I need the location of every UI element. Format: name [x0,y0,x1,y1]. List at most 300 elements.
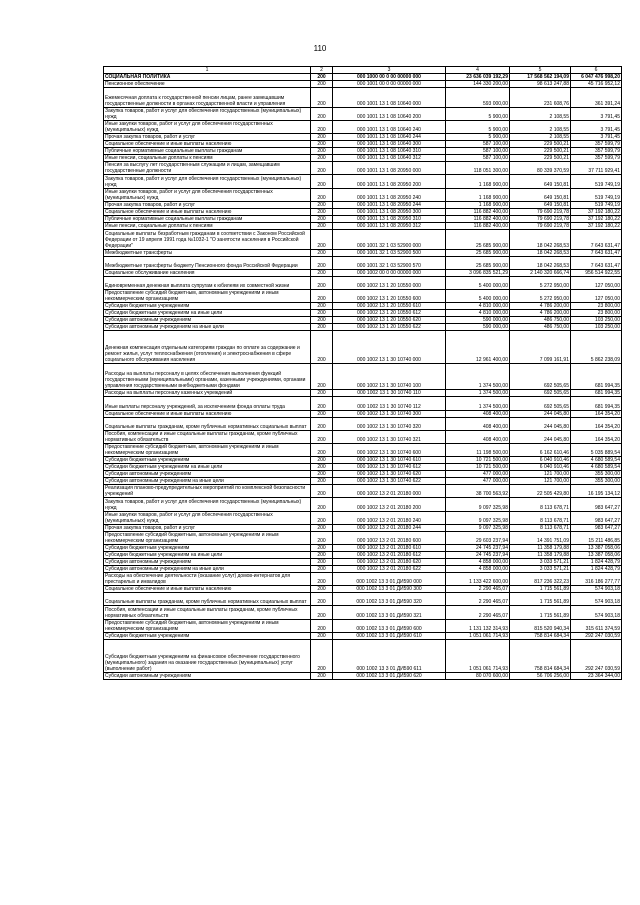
row-approved-cell: 25 685 900,00 [446,256,510,269]
row-approved-cell: 4 810 000,00 [446,310,510,317]
row-line-code-cell: 200 [311,148,333,155]
row-name-cell: Субсидии автономным учреждениям на иные цели [104,478,311,485]
row-remaining-cell: 103 250,00 [571,317,622,324]
row-line-code-cell: 200 [311,586,333,593]
row-approved-cell: 9 097 325,98 [446,511,510,524]
row-budget-code-cell: 000 1001 13 1 08 20950 312 [333,222,446,229]
row-approved-cell: 593 000,00 [446,88,510,108]
row-executed-cell: 244 045,80 [510,410,571,417]
row-name-cell: Денежная компенсация отдельным категориям граждан по оплате за содержание и ремонт жилья, услуг теплоснабжения (отопления) и электроснабжения в сфере социального обслуживания населения [104,331,311,364]
row-executed-cell: 1 715 561,89 [510,593,571,606]
row-budget-code-cell: 000 1001 32 1 03 52900 000 [333,229,446,249]
row-budget-code-cell: 000 1002 13 3 01 ДИ590 300 [333,586,446,593]
row-remaining-cell: 315 611 374,59 [571,619,622,632]
row-budget-code-cell: 000 1002 13 1 20 10550 612 [333,310,446,317]
row-line-code-cell: 200 [311,162,333,175]
row-approved-cell: 1 374 500,00 [446,390,510,397]
row-remaining-cell: 5 862 238,09 [571,331,622,364]
row-remaining-cell: 4 680 589,54 [571,457,622,464]
row-budget-code-cell: 000 1002 13 1 30 10740 300 [333,410,446,417]
row-executed-cell: 121 700,00 [510,471,571,478]
row-executed-cell: 649 150,81 [510,201,571,208]
row-budget-code-cell: 000 1002 13 1 20 10550 622 [333,324,446,331]
row-line-code-cell: 200 [311,364,333,390]
table-row [104,188,622,201]
row-budget-code-cell: 000 1002 13 2 01 20180 612 [333,551,446,558]
row-budget-code-cell: 000 1001 13 1 08 20950 300 [333,208,446,215]
row-name-cell: Субсидии автономным учреждениям [104,558,311,565]
row-executed-cell: 692 505,65 [510,364,571,390]
table-row [104,269,622,276]
row-line-code-cell: 200 [311,672,333,679]
table-row [104,222,622,229]
row-approved-cell: 24 745 237,94 [446,544,510,551]
row-name-cell: Ежемесячная доплата к государственной пенсии лицам, ранее замещавшим государственные должности в органах государственной власти и управления [104,88,311,108]
row-executed-cell: 649 150,81 [510,175,571,188]
row-remaining-cell: 6 047 476 998,20 [571,74,622,81]
row-line-code-cell: 200 [311,175,333,188]
row-remaining-cell: 7 643 631,47 [571,256,622,269]
row-executed-cell: 4 786 200,00 [510,303,571,310]
row-executed-cell: 7 099 161,91 [510,331,571,364]
row-remaining-cell: 3 791,45 [571,134,622,141]
row-line-code-cell: 200 [311,317,333,324]
row-line-code-cell: 200 [311,619,333,632]
row-remaining-cell: 681 994,35 [571,390,622,397]
row-budget-code-cell: 000 1002 13 1 30 10740 320 [333,417,446,430]
table-row [104,215,622,222]
row-approved-cell: 5 400 000,00 [446,276,510,289]
row-line-code-cell: 200 [311,457,333,464]
row-executed-cell: 22 505 429,80 [510,485,571,498]
row-budget-code-cell: 000 1001 13 1 08 20950 240 [333,188,446,201]
budget-execution-table [103,66,622,680]
row-line-code-cell: 200 [311,430,333,443]
row-line-code-cell: 200 [311,188,333,201]
row-executed-cell: 8 113 678,71 [510,524,571,531]
table-row [104,364,622,390]
row-budget-code-cell: 000 1000 00 0 00 00000 000 [333,74,446,81]
row-executed-cell: 6 040 910,46 [510,464,571,471]
row-approved-cell: 9 097 325,98 [446,524,510,531]
row-budget-code-cell: 000 1001 13 1 08 10640 200 [333,107,446,120]
table-row [104,478,622,485]
row-name-cell: Субсидии бюджетным учреждениям [104,632,311,639]
table-row [104,511,622,524]
row-budget-code-cell: 000 1002 00 0 00 00000 000 [333,269,446,276]
column-header: 5 [510,67,571,74]
column-header: 1 [104,67,311,74]
table-row [104,317,622,324]
table-row [104,276,622,289]
row-line-code-cell: 200 [311,531,333,544]
row-executed-cell: 121 700,00 [510,478,571,485]
row-name-cell: Прочая закупка товаров, работ и услуг [104,201,311,208]
row-approved-cell: 10 721 500,00 [446,464,510,471]
row-line-code-cell: 200 [311,558,333,565]
table-row [104,390,622,397]
row-approved-cell: 2 290 465,07 [446,586,510,593]
row-executed-cell: 244 045,80 [510,417,571,430]
row-remaining-cell: 1 824 428,79 [571,565,622,572]
row-name-cell: Закупка товаров, работ и услуг для обеспечения государственных (муниципальных) нужд [104,498,311,511]
row-executed-cell: 1 715 561,89 [510,606,571,619]
row-name-cell: Пенсионное обеспечение [104,81,311,88]
row-remaining-cell: 4 680 589,54 [571,464,622,471]
row-name-cell: Социальное обеспечение и иные выплаты населению [104,410,311,417]
row-line-code-cell: 200 [311,331,333,364]
row-budget-code-cell: 000 1002 13 2 01 20180 600 [333,531,446,544]
row-remaining-cell: 574 903,18 [571,593,622,606]
table-row [104,148,622,155]
row-remaining-cell: 956 514 922,55 [571,269,622,276]
row-approved-cell: 5 900,00 [446,120,510,133]
row-budget-code-cell: 000 1002 13 3 01 ДИ590 620 [333,672,446,679]
row-approved-cell: 144 330 200,00 [446,81,510,88]
column-header: 4 [446,67,510,74]
row-line-code-cell: 200 [311,269,333,276]
row-line-code-cell: 200 [311,134,333,141]
row-name-cell: Иные закупки товаров, работ и услуг для обеспечения государственных (муниципальных) нужд [104,511,311,524]
row-name-cell: Единовременная денежная выплата супругам к юбилеям их совместной жизни [104,276,311,289]
row-approved-cell: 587 100,00 [446,148,510,155]
table-row [104,120,622,133]
row-budget-code-cell: 000 1001 13 1 08 10640 244 [333,134,446,141]
row-name-cell: Закупка товаров, работ и услуг для обеспечения государственных (муниципальных) нужд [104,175,311,188]
row-executed-cell: 98 613 247,88 [510,81,571,88]
row-name-cell: Субсидии бюджетным учреждениям на иные цели [104,551,311,558]
row-line-code-cell: 200 [311,639,333,672]
row-budget-code-cell: 000 1002 13 1 30 10740 600 [333,444,446,457]
row-executed-cell: 1 715 561,89 [510,586,571,593]
row-approved-cell: 1 131 132 314,93 [446,619,510,632]
row-budget-code-cell: 000 1001 13 1 08 20950 200 [333,175,446,188]
row-executed-cell: 4 786 200,00 [510,310,571,317]
table-row [104,175,622,188]
row-line-code-cell: 200 [311,81,333,88]
row-line-code-cell: 200 [311,551,333,558]
row-budget-code-cell: 000 1002 13 1 30 10740 612 [333,464,446,471]
row-executed-cell: 229 500,21 [510,155,571,162]
row-executed-cell: 817 236 322,23 [510,572,571,585]
table-row [104,331,622,364]
row-remaining-cell: 316 186 277,77 [571,572,622,585]
row-budget-code-cell: 000 1001 13 1 08 20950 000 [333,162,446,175]
row-executed-cell: 5 272 950,00 [510,289,571,302]
row-executed-cell: 8 113 678,71 [510,498,571,511]
row-budget-code-cell: 000 1002 13 1 30 10740 110 [333,390,446,397]
row-line-code-cell: 200 [311,249,333,256]
row-name-cell: Иные выплаты персоналу учреждений, за исключением фонда оплаты труда [104,397,311,410]
table-row [104,201,622,208]
table-row [104,155,622,162]
row-approved-cell: 408 400,00 [446,430,510,443]
row-executed-cell: 11 358 179,88 [510,551,571,558]
column-header: 2 [311,67,333,74]
row-line-code-cell: 200 [311,120,333,133]
row-budget-code-cell: 000 1002 13 3 01 ДИ590 610 [333,632,446,639]
row-executed-cell: 3 033 571,21 [510,565,571,572]
row-executed-cell: 8 113 678,71 [510,511,571,524]
row-executed-cell: 692 505,65 [510,397,571,410]
row-line-code-cell: 200 [311,478,333,485]
row-line-code-cell: 200 [311,215,333,222]
table-row [104,88,622,108]
row-line-code-cell: 200 [311,229,333,249]
row-name-cell: Пенсия за выслугу лет государственным служащим и лицам, замещавшим государственные должности [104,162,311,175]
row-remaining-cell: 292 247 030,59 [571,639,622,672]
row-line-code-cell: 200 [311,417,333,430]
row-executed-cell: 649 150,81 [510,188,571,201]
row-budget-code-cell: 000 1002 13 2 01 20180 622 [333,565,446,572]
row-budget-code-cell: 000 1001 13 1 08 20950 310 [333,215,446,222]
row-approved-cell: 12 961 400,00 [446,331,510,364]
row-name-cell: Иные закупки товаров, работ и услуг для обеспечения государственных (муниципальных) нужд [104,188,311,201]
row-executed-cell: 692 505,65 [510,390,571,397]
table-row [104,593,622,606]
row-remaining-cell: 355 300,00 [571,478,622,485]
table-row [104,397,622,410]
row-budget-code-cell: 000 1002 13 2 01 20180 620 [333,558,446,565]
row-executed-cell: 244 045,80 [510,430,571,443]
row-line-code-cell: 200 [311,464,333,471]
row-remaining-cell: 983 647,27 [571,511,622,524]
row-line-code-cell: 200 [311,593,333,606]
row-executed-cell: 18 042 268,53 [510,229,571,249]
row-name-cell: Пособия, компенсации и иные социальные выплаты гражданам, кроме публичных нормативных обязательств [104,430,311,443]
row-approved-cell: 4 810 000,00 [446,303,510,310]
row-line-code-cell: 200 [311,524,333,531]
row-line-code-cell: 200 [311,390,333,397]
table-row [104,229,622,249]
row-approved-cell: 2 290 465,07 [446,606,510,619]
table-row [104,134,622,141]
row-name-cell: Реализация планово-предупредительных мероприятий по комплексной безопасности учреждений [104,485,311,498]
row-remaining-cell: 3 791,45 [571,107,622,120]
row-line-code-cell: 200 [311,88,333,108]
row-approved-cell: 1 168 900,00 [446,201,510,208]
row-remaining-cell: 983 647,27 [571,498,622,511]
row-budget-code-cell: 000 1001 32 1 03 52900 570 [333,256,446,269]
row-executed-cell: 2 108,55 [510,107,571,120]
table-row [104,565,622,572]
row-approved-cell: 116 882 400,00 [446,215,510,222]
row-approved-cell: 1 051 061 714,93 [446,639,510,672]
row-budget-code-cell: 000 1002 13 2 01 20180 000 [333,485,446,498]
row-remaining-cell: 7 643 631,47 [571,229,622,249]
table-row [104,256,622,269]
row-line-code-cell: 200 [311,565,333,572]
row-name-cell: Иные закупки товаров, работ и услуг для обеспечения государственных (муниципальных) нужд [104,120,311,133]
row-budget-code-cell: 000 1002 13 1 30 10740 620 [333,471,446,478]
row-name-cell: Субсидии автономным учреждениям на иные цели [104,565,311,572]
row-remaining-cell: 357 599,79 [571,155,622,162]
row-name-cell: Прочая закупка товаров, работ и услуг [104,524,311,531]
row-line-code-cell: 200 [311,141,333,148]
row-name-cell: Социальное обеспечение и иные выплаты населению [104,586,311,593]
row-remaining-cell: 574 903,18 [571,606,622,619]
row-name-cell: Расходы на выплаты персоналу казенных учреждений [104,390,311,397]
row-budget-code-cell: 000 1002 13 1 20 10550 610 [333,303,446,310]
row-approved-cell: 116 882 400,00 [446,208,510,215]
row-budget-code-cell: 000 1001 13 1 08 10640 300 [333,141,446,148]
row-line-code-cell: 200 [311,201,333,208]
row-name-cell: Субсидии бюджетным учреждениям [104,303,311,310]
row-budget-code-cell: 000 1002 13 3 01 ДИ590 000 [333,572,446,585]
row-budget-code-cell: 000 1002 13 3 01 ДИ590 320 [333,593,446,606]
row-approved-cell: 9 097 325,98 [446,498,510,511]
row-name-cell: Социальные выплаты безработным гражданам в соответствии с Законом Российской Федерации от 19 апреля 1991 года №1032-1 "О занятости населения в Российской Федерации" [104,229,311,249]
table-row [104,498,622,511]
table-row [104,141,622,148]
row-budget-code-cell: 000 1002 13 1 30 10740 610 [333,457,446,464]
row-remaining-cell: 983 647,27 [571,524,622,531]
row-name-cell: Социальное обслуживание населения [104,269,311,276]
row-executed-cell: 17 568 562 194,09 [510,74,571,81]
row-approved-cell: 408 400,00 [446,410,510,417]
row-executed-cell: 758 814 684,34 [510,639,571,672]
row-executed-cell: 5 272 950,00 [510,276,571,289]
row-name-cell: Субсидии автономным учреждениям на иные цели [104,324,311,331]
row-remaining-cell: 5 035 889,54 [571,444,622,457]
row-name-cell: Социальное обеспечение и иные выплаты населению [104,141,311,148]
row-approved-cell: 590 000,00 [446,324,510,331]
row-remaining-cell: 519 749,19 [571,188,622,201]
row-remaining-cell: 13 387 058,06 [571,544,622,551]
table-row [104,74,622,81]
row-name-cell: Закупка товаров, работ и услуг для обеспечения государственных (муниципальных) нужд [104,107,311,120]
row-budget-code-cell: 000 1002 13 1 20 10550 000 [333,276,446,289]
row-remaining-cell: 16 195 134,12 [571,485,622,498]
row-executed-cell: 815 520 940,34 [510,619,571,632]
row-name-cell: Предоставление субсидий бюджетным, автономным учреждениям и иным некоммерческим организациям [104,619,311,632]
row-executed-cell: 6 040 910,46 [510,457,571,464]
row-budget-code-cell: 000 1002 13 1 30 10740 000 [333,331,446,364]
row-budget-code-cell: 000 1001 13 1 08 20950 244 [333,201,446,208]
table-row [104,531,622,544]
table-row [104,572,622,585]
row-remaining-cell: 681 994,35 [571,364,622,390]
table-row [104,619,622,632]
row-approved-cell: 80 070 600,00 [446,672,510,679]
row-line-code-cell: 200 [311,444,333,457]
row-remaining-cell: 45 716 952,12 [571,81,622,88]
row-line-code-cell: 200 [311,222,333,229]
row-executed-cell: 56 706 256,00 [510,672,571,679]
row-budget-code-cell: 000 1002 13 1 30 10740 321 [333,430,446,443]
row-remaining-cell: 37 711 929,41 [571,162,622,175]
row-name-cell: Субсидии бюджетным учреждениям [104,544,311,551]
table-row [104,524,622,531]
row-name-cell: Предоставление субсидий бюджетным, автономным учреждениям и иным некоммерческим организациям [104,444,311,457]
row-executed-cell: 758 814 684,34 [510,632,571,639]
row-approved-cell: 5 400 000,00 [446,289,510,302]
row-approved-cell: 587 100,00 [446,155,510,162]
row-budget-code-cell: 000 1001 13 1 08 10640 312 [333,155,446,162]
row-remaining-cell: 164 354,20 [571,417,622,430]
row-line-code-cell: 200 [311,471,333,478]
row-budget-code-cell: 000 1002 13 2 01 20180 610 [333,544,446,551]
row-name-cell: Пособия, компенсации и иные социальные выплаты гражданам, кроме публичных нормативных обязательств [104,606,311,619]
row-name-cell: СОЦИАЛЬНАЯ ПОЛИТИКА [104,74,311,81]
row-line-code-cell: 200 [311,324,333,331]
row-budget-code-cell: 000 1002 13 1 30 10740 112 [333,397,446,410]
row-budget-code-cell: 000 1001 00 0 00 00000 000 [333,81,446,88]
page-number: 110 [313,44,327,53]
table-row [104,410,622,417]
row-name-cell: Субсидии бюджетным учреждениям на иные цели [104,310,311,317]
row-name-cell: Субсидии бюджетным учреждениям на финансовое обеспечение государственного (муниципального) задания на оказание государственных (муниципальных) услуг (выполнение работ) [104,639,311,672]
row-executed-cell: 486 750,00 [510,324,571,331]
row-remaining-cell: 681 994,35 [571,397,622,410]
row-approved-cell: 29 603 237,94 [446,531,510,544]
row-approved-cell: 1 133 422 600,00 [446,572,510,585]
row-approved-cell: 1 168 900,00 [446,188,510,201]
row-name-cell: Прочая закупка товаров, работ и услуг [104,134,311,141]
row-name-cell: Иные пенсии, социальные доплаты к пенсиям [104,155,311,162]
row-approved-cell: 118 051 300,00 [446,162,510,175]
row-remaining-cell: 23 800,00 [571,310,622,317]
row-line-code-cell: 200 [311,606,333,619]
row-executed-cell: 3 033 571,21 [510,558,571,565]
row-approved-cell: 1 168 900,00 [446,175,510,188]
row-executed-cell: 14 391 751,09 [510,531,571,544]
row-approved-cell: 25 685 900,00 [446,249,510,256]
row-line-code-cell: 200 [311,155,333,162]
row-remaining-cell: 23 364 344,00 [571,672,622,679]
row-name-cell: Социальные выплаты гражданам, кроме публичных нормативных социальных выплат [104,593,311,606]
row-remaining-cell: 37 192 180,22 [571,222,622,229]
row-line-code-cell: 200 [311,256,333,269]
row-line-code-cell: 200 [311,397,333,410]
row-executed-cell: 2 108,55 [510,134,571,141]
row-remaining-cell: 164 354,20 [571,410,622,417]
row-approved-cell: 11 198 500,00 [446,444,510,457]
row-approved-cell: 38 700 563,92 [446,485,510,498]
row-budget-code-cell: 000 1001 13 1 08 10640 000 [333,88,446,108]
row-budget-code-cell: 000 1001 32 1 03 52900 500 [333,249,446,256]
column-number-row [104,67,622,74]
row-remaining-cell: 519 749,19 [571,201,622,208]
table-row [104,289,622,302]
row-executed-cell: 79 690 219,78 [510,215,571,222]
row-budget-code-cell: 000 1002 13 1 20 10550 620 [333,317,446,324]
row-name-cell: Расходы на обеспечение деятельности (оказание услуг) домов-интернатов для престарелых и инвалидов [104,572,311,585]
row-budget-code-cell: 000 1002 13 2 01 20180 200 [333,498,446,511]
table-row [104,107,622,120]
row-remaining-cell: 3 791,45 [571,120,622,133]
row-remaining-cell: 15 211 486,85 [571,531,622,544]
table-row [104,457,622,464]
table-row [104,639,622,672]
row-name-cell: Расходы на выплаты персоналу в целях обеспечения выполнения функций государственными (муниципальными) органами, казенными учреждениями, органами управления государственными внебюджетными фондами [104,364,311,390]
row-budget-code-cell: 000 1002 13 1 30 10740 100 [333,364,446,390]
row-budget-code-cell: 000 1002 13 1 30 10740 622 [333,478,446,485]
row-name-cell: Публичные нормативные социальные выплаты гражданам [104,215,311,222]
row-budget-code-cell: 000 1002 13 1 20 10550 600 [333,289,446,302]
row-line-code-cell: 200 [311,74,333,81]
row-name-cell: Предоставление субсидий бюджетным, автономным учреждениям и иным некоммерческим организациям [104,289,311,302]
row-remaining-cell: 13 387 058,06 [571,551,622,558]
column-header: 3 [333,67,446,74]
row-remaining-cell: 37 192 180,22 [571,208,622,215]
table-row [104,303,622,310]
table-row [104,417,622,430]
row-line-code-cell: 200 [311,485,333,498]
row-line-code-cell: 200 [311,498,333,511]
row-line-code-cell: 200 [311,276,333,289]
row-name-cell: Социальное обеспечение и иные выплаты населению [104,208,311,215]
